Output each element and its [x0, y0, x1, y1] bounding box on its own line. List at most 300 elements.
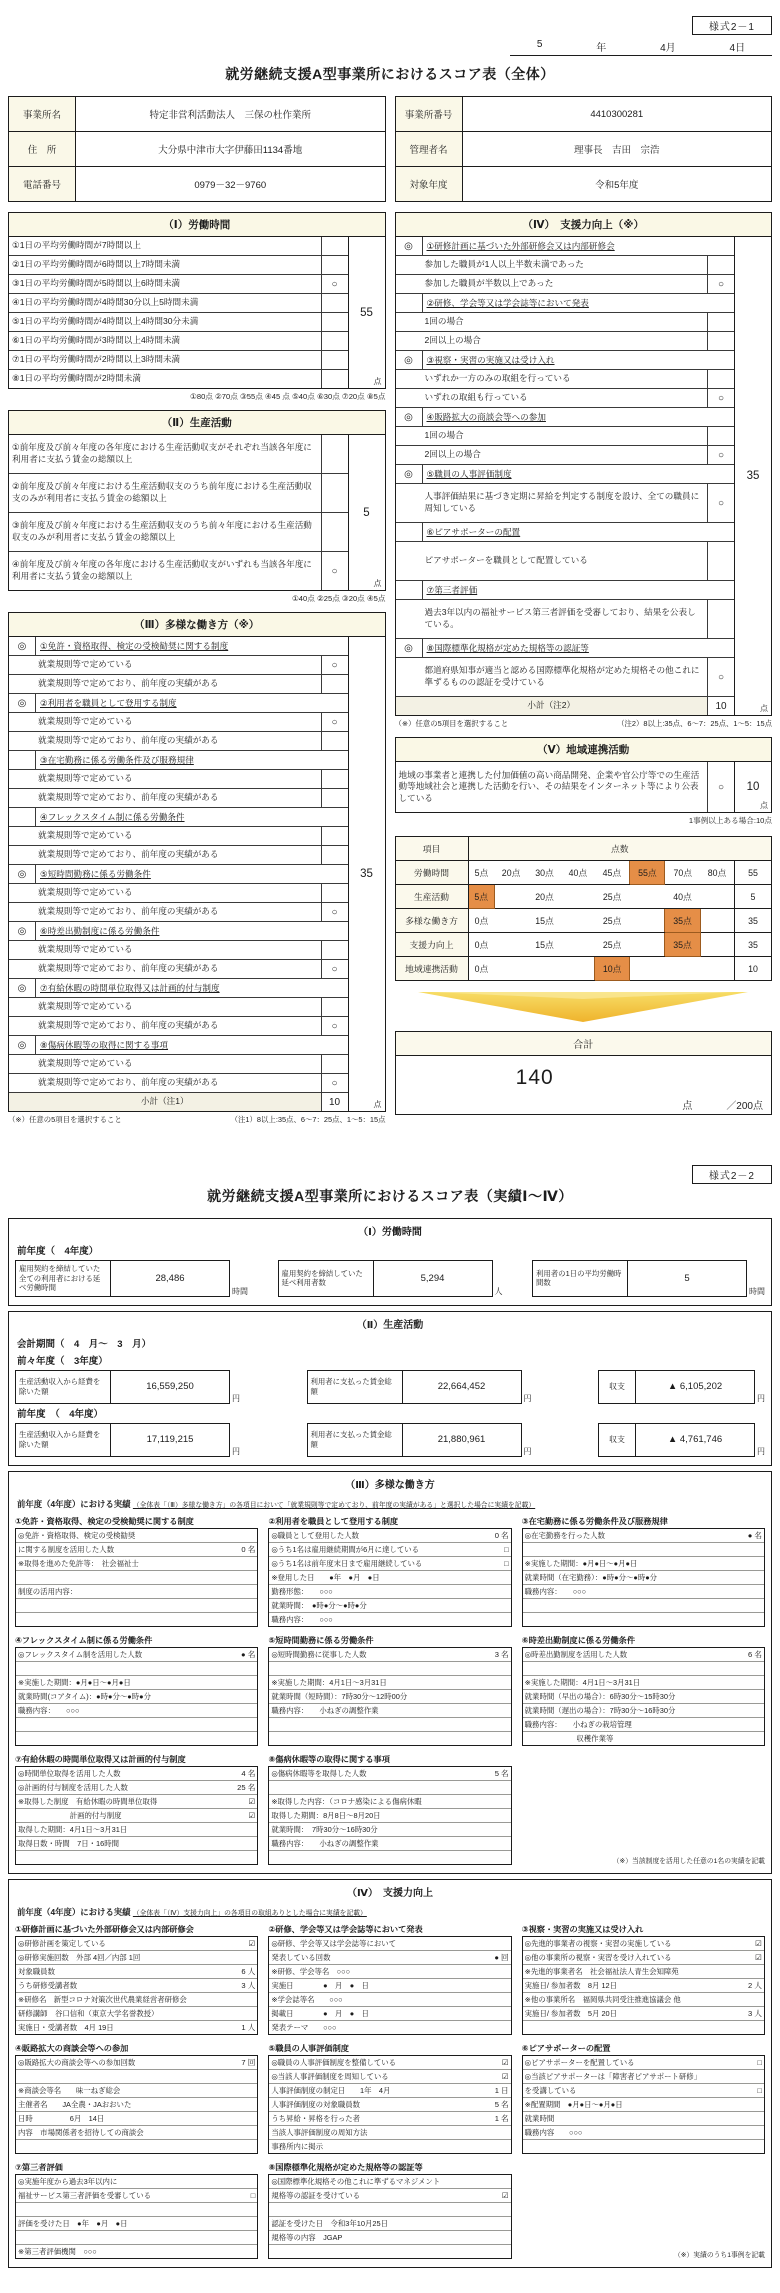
- detail-block-box: [268, 1528, 511, 1627]
- summary-selected-score: 35点: [665, 933, 700, 957]
- detail-row: [269, 2126, 510, 2140]
- criteria-row: [396, 658, 735, 697]
- field-unit: 円: [757, 1393, 765, 1403]
- detail-row-text: ◎短時間勤務に従事した人数: [271, 1649, 367, 1659]
- detail-row: [16, 1993, 257, 2007]
- detail-block: [15, 2162, 258, 2259]
- summary-score-option: 25点: [595, 933, 630, 957]
- section-4-notes: [395, 718, 773, 729]
- detail-block-heading: ⑥ピアサポーターの配置: [521, 2043, 611, 2053]
- detail-row-text: 福祉サービス第三者評価を受審している: [18, 2190, 152, 2200]
- detail-row: [16, 1648, 257, 1662]
- detail-row: [523, 1662, 764, 1676]
- detail-row: [16, 2175, 257, 2189]
- detail-row-text: 取得した期間：8月8日～8月20日: [271, 1810, 381, 1820]
- criteria-row: [9, 903, 348, 922]
- selection-mark-cell: [321, 789, 348, 807]
- detail-row: [269, 1690, 510, 1704]
- left-column: [8, 96, 386, 1133]
- summary-selected-score: 5点: [468, 885, 494, 909]
- detail-row-value: 4 名: [241, 1768, 256, 1778]
- detail-row-text: ◎研修実施回数 外部 4回／内部 1回: [18, 1952, 141, 1962]
- detail-block-box: [268, 2055, 511, 2154]
- detail-block-box: [15, 1647, 258, 1746]
- summary-score-option: 80点: [700, 861, 734, 885]
- summary-score-option: [561, 909, 594, 933]
- detail-block-box: [522, 1647, 765, 1746]
- detail-row: [269, 2112, 510, 2126]
- group-head-label: ④販路拡大の商談会等への参加: [426, 412, 546, 422]
- group-head-row: [396, 408, 735, 427]
- detail-row: [16, 1704, 257, 1718]
- group-head-label: ⑦有給休暇の時間単位取得又は計画的付与制度: [40, 983, 220, 993]
- section-1-score-value: 55: [360, 306, 373, 319]
- total-score-denominator: [682, 1097, 763, 1112]
- detail-row-text: ※取得した制度 有給休暇の時間単位取得: [18, 1796, 158, 1806]
- detail-row-value: 2 人: [748, 1980, 762, 1990]
- p2-sec3-note: （※）当該制度を活用した任意の1名の実績を記載: [612, 1857, 765, 1865]
- detail-row: [269, 2140, 510, 2153]
- detail-row-text: ※研修名 新型コロナ対策次世代農業経営者研修会: [18, 1994, 187, 2004]
- info-row: [395, 97, 772, 132]
- selection-mark-cell: [321, 351, 348, 369]
- selection-mark-cell: ○: [321, 1017, 348, 1035]
- detail-row: [523, 1557, 764, 1571]
- info-value: 特定非営利活動法人 三保の杜作業所: [76, 97, 386, 132]
- indent: [396, 389, 422, 407]
- criteria-label: 就業規則等で定めており、前年度の実績がある: [38, 735, 219, 746]
- subtotal-value: 10: [707, 697, 734, 715]
- detail-block-box: [522, 1528, 765, 1627]
- info-row: [9, 132, 386, 167]
- detail-row: [16, 1795, 257, 1809]
- detail-row: [523, 1993, 764, 2007]
- detail-row: [269, 2021, 510, 2034]
- summary-score-option: 0点: [468, 957, 494, 981]
- selection-mark-cell: [321, 884, 348, 902]
- total-unit: 点: [682, 1101, 693, 1112]
- selection-mark-cell: ○: [321, 1074, 348, 1092]
- summary-row-label: 労働時間: [395, 861, 468, 885]
- detail-row-text: 日時 6月 14日: [18, 2113, 105, 2123]
- criteria-label: ⑤1日の平均労働時間が4時間以上4時間30分未満: [12, 316, 199, 327]
- subtotal-row: [396, 697, 735, 715]
- criteria-label: 就業規則等で定めている: [38, 773, 133, 784]
- field-unit: 円: [523, 1446, 532, 1456]
- detail-row-text: ◎先進的事業者の視察・実習の実施している: [524, 1938, 672, 1948]
- section-5-note: 1事例以上ある場合:10点: [688, 816, 772, 825]
- field-group: [278, 1260, 503, 1297]
- selection-mark-cell: [321, 941, 348, 959]
- group-selected-mark: ◎: [9, 865, 36, 883]
- summary-score-option: [561, 933, 594, 957]
- criteria-row: [9, 884, 348, 903]
- detail-row-text: 事務所内に掲示: [271, 2141, 324, 2151]
- summary-score-option: 15点: [528, 933, 561, 957]
- section-1-score-unit: 点: [373, 377, 382, 386]
- detail-row: [16, 1613, 257, 1626]
- section-2-title: （Ⅱ）生産活動: [9, 411, 385, 435]
- criteria-label: 就業規則等で定めており、前年度の実績がある: [38, 1020, 219, 1031]
- detail-row-value: 5 名: [494, 2099, 509, 2109]
- field-value: 21,880,961: [403, 1423, 522, 1457]
- detail-row: [269, 2217, 510, 2231]
- indent: [9, 1074, 35, 1092]
- detail-row: [16, 1851, 257, 1864]
- field-label: 利用者に支払った賃金総額: [307, 1370, 403, 1404]
- section-1-note: ①80点 ②70点 ③55点 ④45 点 ⑤40点 ⑥30点 ⑦20点 ⑧5点: [190, 392, 386, 401]
- info-label: 事業所名: [9, 97, 76, 132]
- detail-row: [269, 2056, 510, 2070]
- detail-row-value: □: [250, 2190, 256, 2200]
- detail-block: [268, 1924, 511, 2035]
- summary-score-option: 0点: [468, 933, 494, 957]
- criteria-row: [396, 332, 735, 351]
- detail-block-heading: ⑧傷病休暇等の取得に関する事項: [268, 1754, 390, 1764]
- detail-block-box: [15, 2174, 258, 2259]
- group-head-label: ④フレックスタイム制に係る労働条件: [40, 812, 185, 822]
- detail-row: [269, 1993, 510, 2007]
- summary-row: [395, 885, 772, 909]
- detail-row-text: ※実施した期間：●月●日～●月●日: [524, 1558, 638, 1568]
- info-value: 4410300281: [462, 97, 772, 132]
- detail-row-value: 1 日: [494, 2085, 509, 2095]
- criteria-row: [9, 370, 348, 388]
- summary-row: [395, 909, 772, 933]
- detail-block-heading: ③視察・実習の実施又は受け入れ: [521, 1924, 644, 1934]
- selection-mark-cell: [321, 474, 348, 512]
- section-5-score: [734, 762, 771, 812]
- down-arrow: [395, 989, 773, 1025]
- p2-section-1-labor-hours: [8, 1218, 772, 1306]
- group-selected-mark: ◎: [396, 351, 423, 369]
- detail-row-text: 実施日/ 参加者数 5月 20日: [524, 2008, 618, 2018]
- criteria-label: 過去3年以内の福祉サービス第三者評価を受審しており、結果を公表している。: [424, 607, 696, 629]
- detail-block: [522, 1635, 765, 1746]
- selection-mark-cell: [321, 770, 348, 788]
- selection-mark-cell: ○: [707, 389, 734, 407]
- detail-row: [523, 2056, 764, 2070]
- detail-row: [269, 2245, 510, 2258]
- detail-row-value: 3 名: [494, 1649, 509, 1659]
- summary-selected-score: 35点: [665, 909, 700, 933]
- group-head-label: ⑦第三者評価: [426, 585, 478, 595]
- field-value: 22,664,452: [403, 1370, 522, 1404]
- selection-mark-cell: [321, 332, 348, 350]
- detail-row-text: ※研修、学会等名 ○○○: [271, 1966, 351, 1976]
- detail-row-value: □: [757, 2057, 762, 2067]
- criteria-label: 人事評価結果に基づき定期に昇給を判定する制度を設け、全ての職員に周知している: [424, 491, 700, 513]
- detail-row-text: ◎計画的付与制度を活用した人数: [18, 1782, 128, 1792]
- section-3-score-value: 35: [360, 868, 373, 880]
- criteria-row: [9, 332, 348, 351]
- group-head-label: ②研修、学会等又は学会誌等において発表: [426, 298, 589, 308]
- section-5-score-value: 10: [746, 781, 760, 793]
- detail-row: [16, 1585, 257, 1599]
- criteria-label: 1回の場合: [424, 316, 464, 327]
- indent: [9, 960, 35, 978]
- detail-row: [16, 2007, 257, 2021]
- detail-block-heading: ⑤職員の人事評価制度: [268, 2043, 349, 2053]
- field-label: 収支: [598, 1423, 636, 1457]
- criteria-label: 2回以上の場合: [424, 335, 481, 346]
- detail-block-heading: ⑧国際標準化規格が定めた規格等の認証等: [268, 2162, 423, 2172]
- criteria-label: 1回の場合: [424, 430, 464, 441]
- subtotal-label: 小計（注1）: [9, 1093, 321, 1111]
- group-head-row: [396, 639, 735, 658]
- selection-mark-cell: ○: [321, 713, 348, 731]
- detail-row: [16, 2098, 257, 2112]
- p2-section-2-production: [8, 1311, 772, 1466]
- group-head-row: [9, 1036, 348, 1055]
- summary-row-label: 支援力向上: [395, 933, 468, 957]
- detail-block: [268, 2162, 511, 2259]
- group-head-row: [396, 523, 735, 542]
- detail-row: [16, 1571, 257, 1585]
- detail-block-box: [268, 1766, 511, 1865]
- detail-row: [16, 2021, 257, 2034]
- section-5-title: （Ⅴ）地域連携活動: [396, 738, 772, 762]
- subtotal-row: [9, 1093, 348, 1111]
- date-line: [510, 39, 772, 56]
- detail-row: [269, 1937, 510, 1951]
- detail-row-text: 実施日/ 参加者数 8月 12日: [524, 1980, 618, 1990]
- detail-row: [523, 2070, 764, 2084]
- criteria-label: ③前年度及び前々年度における生産活動収支のうち前々年度における生産活動収支のみが利用者に支払う賃金の総額以上: [12, 520, 312, 542]
- detail-row: [269, 1951, 510, 1965]
- detail-row-text: 発表している回数: [271, 1952, 331, 1962]
- p2-sec4-subtitle: [17, 1906, 765, 1918]
- summary-selected-score: 10点: [595, 957, 630, 981]
- criteria-label: 就業規則等で定めている: [38, 944, 133, 955]
- detail-row-text: 就業時間： 7時30分～16時30分: [271, 1824, 378, 1834]
- criteria-row: [9, 713, 348, 732]
- selection-mark-cell: [321, 294, 348, 312]
- section-3-score-unit: 点: [373, 1100, 382, 1109]
- office-info-table-left: [8, 96, 386, 202]
- summary-header-item: 項目: [395, 837, 468, 861]
- info-value: 令和5年度: [462, 167, 772, 202]
- group-selected-mark: [9, 751, 36, 769]
- p2-sec3-subtitle-text: 前年度（4年度）における実績: [17, 1498, 131, 1509]
- detail-row: [269, 2231, 510, 2245]
- detail-row-value: 6 人: [241, 1966, 256, 1976]
- detail-row-value: ☑: [501, 2190, 509, 2200]
- detail-row: [269, 2189, 510, 2203]
- section-2-production: [8, 410, 386, 591]
- summary-row-total: 35: [735, 933, 772, 957]
- detail-row-text: 評価を受けた日 ●年 ●月 ●日: [18, 2218, 128, 2228]
- detail-row-text: ※取得を進めた免許等： 社会福祉士: [18, 1558, 139, 1568]
- detail-row-text: 計画的付与制度: [18, 1810, 122, 1820]
- section-4-support-improvement: [395, 212, 773, 716]
- detail-block-box: [15, 2055, 258, 2154]
- detail-block-heading: ①免許・資格取得、検定の受検勧奨に関する制度: [15, 1516, 194, 1526]
- detail-row-text: 職務内容： ○○○: [524, 1586, 587, 1596]
- detail-row-value: 0 名: [494, 1530, 509, 1540]
- selection-mark-cell: ○: [321, 960, 348, 978]
- detail-row: [269, 1781, 510, 1795]
- detail-block: [15, 1754, 258, 1865]
- criteria-label: 就業規則等で定めており、前年度の実績がある: [38, 963, 219, 974]
- field-value: 28,486: [111, 1260, 230, 1297]
- detail-block: [522, 1516, 765, 1627]
- detail-row: [523, 1599, 764, 1613]
- detail-row-text: ◎職員として登用した人数: [271, 1530, 360, 1540]
- indent: [9, 884, 35, 902]
- detail-row: [523, 1937, 764, 1951]
- field-unit: 時間: [749, 1286, 765, 1296]
- field-group: [598, 1423, 765, 1457]
- criteria-row: [9, 998, 348, 1017]
- detail-row: [523, 1718, 764, 1732]
- total-score-value: 140: [515, 1066, 554, 1089]
- summary-score-option: 30点: [528, 861, 561, 885]
- selection-mark-cell: [707, 427, 734, 445]
- detail-row-value: □: [504, 1558, 509, 1568]
- info-label: 電話番号: [9, 167, 76, 202]
- group-selected-mark: [9, 808, 36, 826]
- info-label: 管理者名: [395, 132, 462, 167]
- detail-row: [523, 2112, 764, 2126]
- summary-score-option: [528, 957, 561, 981]
- form-tag-row-2: [8, 1165, 772, 1184]
- field-group: [15, 1423, 240, 1457]
- detail-row-text: 取得した期間：4月1日～3月31日: [18, 1824, 128, 1834]
- detail-row: [16, 1979, 257, 1993]
- section-2-note: ①40点 ②25点 ③20点 ④5点: [292, 594, 386, 603]
- criteria-row: [9, 941, 348, 960]
- criteria-row: [9, 770, 348, 789]
- detail-row-value: ☑: [755, 1952, 762, 1962]
- field-value: 17,119,215: [111, 1423, 230, 1457]
- detail-block-box: [522, 1936, 765, 2035]
- indent: [396, 484, 422, 522]
- detail-row: [16, 2084, 257, 2098]
- detail-row: [523, 1732, 764, 1745]
- field-unit: 時間: [232, 1286, 248, 1296]
- indent: [9, 1017, 35, 1035]
- criteria-row: [9, 474, 348, 513]
- field-label: 利用者に支払った賃金総額: [307, 1423, 403, 1457]
- summary-score-option: [630, 885, 665, 909]
- group-head-label: ③視察・実習の実施又は受け入れ: [426, 355, 555, 365]
- detail-block-box: [268, 2174, 511, 2259]
- detail-row: [523, 1690, 764, 1704]
- score-summary-table: [395, 836, 773, 981]
- subtotal-label: 小計（注2）: [396, 697, 708, 715]
- p2-sec1-year-label: 前年度（ 4年度）: [17, 1246, 99, 1257]
- group-selected-mark: ◎: [396, 465, 423, 483]
- detail-row-text: 内容 市場関係者を招待しての商談会: [18, 2127, 144, 2137]
- detail-row-text: ◎ピアサポーターを配置している: [524, 2057, 635, 2067]
- detail-row: [16, 1837, 257, 1851]
- detail-row-value: ☑: [248, 1938, 256, 1948]
- summary-score-option: 40点: [561, 861, 594, 885]
- section-5-community: [395, 737, 773, 813]
- date-part: 年: [596, 43, 607, 54]
- detail-row-text: ※実施した期間：●月●日～●月●日: [18, 1677, 131, 1687]
- field-value: 5,294: [374, 1260, 493, 1297]
- group-selected-mark: [396, 523, 423, 541]
- criteria-row: [9, 1074, 348, 1093]
- detail-row: [16, 1809, 257, 1823]
- field-unit: 円: [523, 1393, 532, 1403]
- p2-section-2-title: （Ⅱ）生産活動: [356, 1319, 424, 1331]
- info-value: 大分県中津市大字伊藤田1134番地: [76, 132, 386, 167]
- group-head-label: ⑧傷病休暇等の取得に関する事項: [40, 1040, 169, 1050]
- date-part: 5: [536, 39, 543, 50]
- summary-score-option: [700, 885, 734, 909]
- detail-row: [269, 1543, 510, 1557]
- detail-row-value: 7 回: [241, 2057, 256, 2067]
- group-head-row: [396, 351, 735, 370]
- indent: [9, 941, 35, 959]
- criteria-row: [396, 446, 735, 465]
- group-selected-mark: ◎: [9, 979, 36, 997]
- detail-row-value: ☑: [248, 1796, 256, 1806]
- detail-block-heading: ②研修、学会等又は学会誌等において発表: [268, 1924, 423, 1934]
- field-group: [532, 1260, 765, 1297]
- criteria-label: ③1日の平均労働時間が5時間以上6時間未満: [12, 278, 181, 289]
- detail-row: [16, 1965, 257, 1979]
- detail-row: [269, 1795, 510, 1809]
- section-4-note-right: （注2）8以上:35点、6～7：25点、1～5：15点: [617, 719, 772, 728]
- detail-row-text: 人事評価制度の制定日 1年 4月: [271, 2085, 391, 2095]
- detail-block-heading: ④販路拡大の商談会等への参加: [15, 2043, 129, 2053]
- detail-row: [16, 1823, 257, 1837]
- detail-row: [523, 1613, 764, 1626]
- indent: [396, 542, 422, 580]
- selection-mark-cell: [707, 600, 734, 638]
- indent: [9, 732, 35, 750]
- section-1-title: （Ⅰ）労働時間: [9, 213, 385, 237]
- info-label: 住 所: [9, 132, 76, 167]
- detail-row-text: ◎うち1名は雇用継続期間が6月に達している: [271, 1544, 420, 1554]
- detail-row-value: 0 名: [241, 1544, 256, 1554]
- fiscal-year-label: 前々年度（ 3年度）: [17, 1355, 108, 1367]
- summary-score-option: [630, 933, 665, 957]
- detail-block: [268, 1635, 511, 1746]
- summary-score-option: [561, 885, 594, 909]
- detail-row-text: ◎在宅勤務を行った人数: [524, 1530, 606, 1540]
- selection-mark-cell: [321, 1055, 348, 1073]
- summary-score-option: [700, 957, 734, 981]
- section-3-notes: [8, 1114, 386, 1125]
- detail-row: [523, 2098, 764, 2112]
- group-head-row: [9, 637, 348, 656]
- section-4-note-left: （※）任意の5項目を選択すること: [394, 719, 509, 728]
- selection-mark-cell: [321, 313, 348, 331]
- detail-row: [523, 2021, 764, 2034]
- detail-row-text: うち研修受講者数: [18, 1980, 78, 1990]
- detail-row-text: 規格等の認証を受けている: [271, 2190, 361, 2200]
- detail-row-text: ◎傷病休暇等を取得した人数: [271, 1768, 367, 1778]
- criteria-row: [9, 313, 348, 332]
- indent: [396, 427, 422, 445]
- detail-row: [16, 2112, 257, 2126]
- indent: [396, 313, 422, 331]
- indent: [9, 675, 35, 693]
- selection-mark-cell: [707, 332, 734, 350]
- detail-row-text: 勤務形態： ○○○: [271, 1586, 333, 1596]
- detail-row-text: 制度の活用内容：: [18, 1586, 78, 1596]
- field-group: [15, 1370, 240, 1404]
- detail-row-text: ◎研修、学会等又は学会誌等において: [271, 1938, 397, 1948]
- group-selected-mark: ◎: [9, 637, 36, 655]
- detail-row-value: 5 名: [494, 1768, 509, 1778]
- criteria-row: [9, 1055, 348, 1074]
